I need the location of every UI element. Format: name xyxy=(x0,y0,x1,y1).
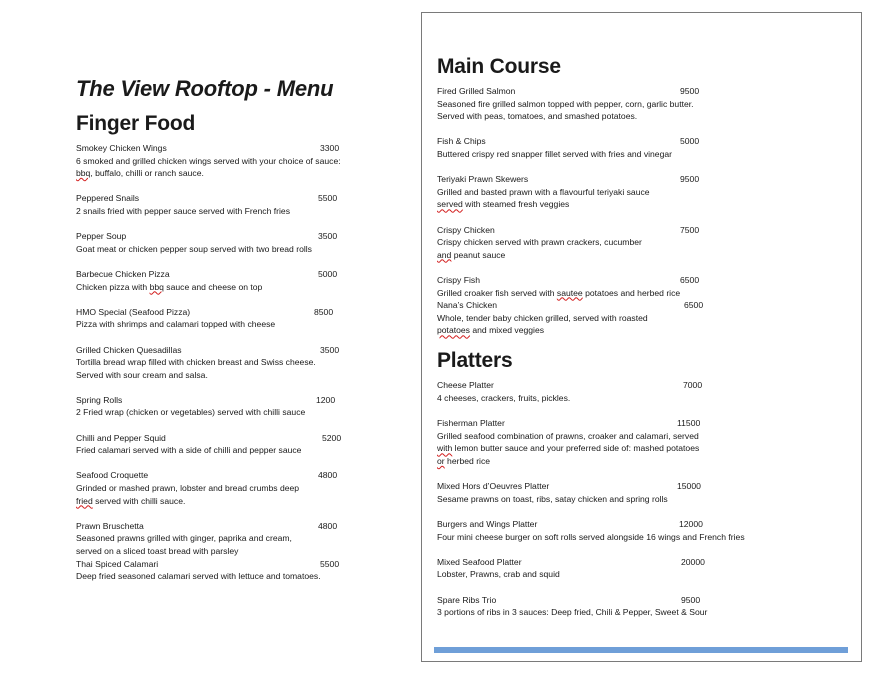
menu-item-price: 5000 xyxy=(318,268,338,279)
menu-item-name: Spring Rolls xyxy=(76,394,123,405)
menu-item-header xyxy=(76,268,376,281)
menu-item-name: Fired Grilled Salmon xyxy=(437,86,516,96)
menu-item-header xyxy=(437,518,847,531)
menu-item-name: Mixed Seafood Platter xyxy=(437,556,522,567)
menu-item-description: Pizza with shrimps and calamari topped with cheese xyxy=(76,319,276,330)
menu-item xyxy=(437,518,847,543)
menu-item-price: 9500 xyxy=(680,86,700,96)
menu-item-description: Buttered crispy red snapper fillet served with fries and vinegar xyxy=(437,148,673,159)
menu-item-price: 5200 xyxy=(322,432,342,443)
menu-item-description: Deep fried seasoned calamari served with lettuce and tomatoes. xyxy=(76,571,321,582)
menu-item xyxy=(437,299,847,337)
menu-item-description: Served with peas, tomatoes, and smashed potatoes. xyxy=(437,111,638,122)
menu-item-description: served with steamed fresh veggies xyxy=(437,199,570,210)
menu-item-name: Fish & Chips xyxy=(437,136,486,147)
menu-item-header xyxy=(76,344,376,357)
menu-item-name: Peppered Snails xyxy=(76,193,140,204)
menu-item-header xyxy=(76,432,376,445)
menu-item xyxy=(76,344,376,382)
menu-item-name: Teriyaki Prawn Skewers xyxy=(437,174,529,185)
menu-item-description: 3 portions of ribs in 3 sauces: Deep fried, Chili & Pepper, Sweet & Sour xyxy=(437,607,708,618)
finger-food-list xyxy=(76,142,376,583)
menu-item xyxy=(437,173,847,211)
menu-item-header xyxy=(76,394,376,407)
menu-item-price: 20000 xyxy=(681,556,705,567)
menu-item-price: 4800 xyxy=(318,470,338,481)
menu-item xyxy=(76,306,376,331)
menu-item-description: or herbed rice xyxy=(437,456,491,467)
menu-item-name: Burgers and Wings Platter xyxy=(437,519,538,529)
menu-title: The View Rooftop - Menu xyxy=(76,76,334,101)
menu-item-description: fried served with chilli sauce. xyxy=(76,495,186,506)
menu-item-price: 11500 xyxy=(677,418,701,429)
menu-item xyxy=(437,480,847,505)
menu-item-name: Barbecue Chicken Pizza xyxy=(76,268,170,279)
menu-item-price: 4800 xyxy=(318,520,338,531)
menu-item-name: Fisherman Platter xyxy=(437,418,505,429)
menu-item-description: and peanut sauce xyxy=(437,249,506,260)
menu-item-header xyxy=(76,192,376,205)
left-menu-column xyxy=(76,76,376,595)
menu-item-description: Grilled and basted prawn with a flavourful teriyaki sauce xyxy=(437,186,650,197)
menu-item-price: 5500 xyxy=(320,558,340,569)
menu-item-header xyxy=(437,594,847,607)
menu-item-description: Tortilla bread wrap filled with chicken breast and Swiss cheese. xyxy=(76,357,316,368)
menu-item-price: 1200 xyxy=(316,394,336,405)
menu-item-name: Mixed Hors d’Oeuvres Platter xyxy=(437,481,550,492)
menu-item xyxy=(76,520,376,558)
menu-item-name: Prawn Bruschetta xyxy=(76,520,144,531)
menu-item-header xyxy=(437,173,847,186)
menu-item-name: Crispy Chicken xyxy=(437,224,495,235)
menu-item-price: 9500 xyxy=(681,594,701,605)
menu-item-description: potatoes and mixed veggies xyxy=(437,325,545,336)
menu-item-price: 3500 xyxy=(318,231,338,242)
menu-item-name: HMO Special (Seafood Pizza) xyxy=(76,306,191,317)
menu-item-description: Served with sour cream and salsa. xyxy=(76,369,208,380)
menu-item-header xyxy=(437,556,847,569)
menu-item xyxy=(76,394,376,419)
menu-item-name: Smokey Chicken Wings xyxy=(76,143,167,153)
menu-item-description: 6 smoked and grilled chicken wings served with your choice of sauce: xyxy=(76,155,341,166)
menu-item-price: 6500 xyxy=(684,300,704,311)
menu-item xyxy=(437,135,847,160)
menu-item-price: 6500 xyxy=(680,274,700,285)
menu-item-header xyxy=(437,224,847,237)
menu-item-name: Grilled Chicken Quesadillas xyxy=(76,344,182,355)
finger-food-heading: Finger Food xyxy=(76,112,196,135)
menu-item-description: Grinded or mashed prawn, lobster and bread crumbs deep xyxy=(76,483,300,494)
menu-item-header xyxy=(76,230,376,243)
menu-item-price: 12000 xyxy=(679,519,703,529)
menu-item xyxy=(437,379,847,404)
menu-item-header xyxy=(76,306,376,319)
menu-item-description: Grilled seafood combination of prawns, croaker and calamari, served xyxy=(437,430,699,441)
menu-item-header xyxy=(76,520,376,533)
menu-item-price: 8500 xyxy=(314,306,334,317)
menu-item-description: Chicken pizza with bbq sauce and cheese on top xyxy=(76,281,263,292)
menu-item-description: 4 cheeses, crackers, fruits, pickles. xyxy=(437,393,571,404)
platters-list xyxy=(437,379,847,618)
menu-item-description: Goat meat or chicken pepper soup served with two bread rolls xyxy=(76,243,312,254)
menu-item-description: Crispy chicken served with prawn crackers, cucumber xyxy=(437,237,642,248)
menu-item-header xyxy=(437,417,847,430)
menu-item xyxy=(76,432,376,457)
menu-item-header xyxy=(437,135,847,148)
menu-item-header xyxy=(76,142,376,155)
menu-item-description: with lemon butter sauce and your preferred side of: mashed potatoes xyxy=(437,443,700,454)
main-course-list xyxy=(437,85,847,337)
menu-item-name: Nana’s Chicken xyxy=(437,300,498,311)
menu-item xyxy=(76,142,376,180)
menu-item-name: Spare Ribs Trio xyxy=(437,594,497,605)
menu-item xyxy=(437,556,847,581)
menu-item xyxy=(76,192,376,217)
menu-item-name: Thai Spiced Calamari xyxy=(76,558,159,569)
menu-item-description: bbq, buffalo, chilli or ranch sauce. xyxy=(76,168,204,179)
platters-heading: Platters xyxy=(437,349,513,373)
menu-item-name: Cheese Platter xyxy=(437,380,494,391)
right-menu-column xyxy=(437,55,847,631)
menu-item xyxy=(437,224,847,262)
menu-item-header xyxy=(437,379,847,392)
menu-item-description: Seasoned fire grilled salmon topped with pepper, corn, garlic butter. xyxy=(437,98,694,109)
menu-item-description: Fried calamari served with a side of chilli and pepper sauce xyxy=(76,445,302,456)
menu-item-description: served on a sliced toast bread with parsley xyxy=(76,546,239,556)
menu-item-header xyxy=(437,85,847,98)
menu-item-description: 2 Fried wrap (chicken or vegetables) served with chilli sauce xyxy=(76,407,306,418)
document-page xyxy=(421,12,862,662)
menu-item-price: 9500 xyxy=(680,174,700,185)
menu-item-description: Sesame prawns on toast, ribs, satay chicken and spring rolls xyxy=(437,493,668,504)
menu-item-price: 3500 xyxy=(320,344,340,355)
menu-item-description: 2 snails fried with pepper sauce served with French fries xyxy=(76,205,290,216)
main-course-heading: Main Course xyxy=(437,55,561,78)
menu-item-description: Grilled croaker fish served with sautee potatoes and herbed rice xyxy=(437,287,681,298)
menu-item xyxy=(76,230,376,255)
menu-item-header xyxy=(76,558,376,571)
menu-item-price: 5500 xyxy=(318,193,338,204)
menu-item-header xyxy=(76,469,376,482)
menu-item-description: Whole, tender baby chicken grilled, served with roasted xyxy=(437,312,648,323)
menu-item-header xyxy=(437,274,847,287)
menu-item-price: 5000 xyxy=(680,136,700,147)
menu-item xyxy=(76,558,376,583)
menu-item-price: 3300 xyxy=(320,143,340,153)
menu-item xyxy=(437,85,847,123)
menu-item-name: Crispy Fish xyxy=(437,274,480,285)
accent-bar xyxy=(434,647,848,653)
menu-item-description: Seasoned prawns grilled with ginger, paprika and cream, xyxy=(76,533,292,544)
menu-item-header xyxy=(437,480,847,493)
menu-item xyxy=(437,417,847,467)
menu-item xyxy=(76,469,376,507)
menu-item-price: 7000 xyxy=(683,380,703,391)
menu-item xyxy=(76,268,376,293)
menu-item-description: Lobster, Prawns, crab and squid xyxy=(437,569,560,580)
menu-item-price: 7500 xyxy=(680,224,700,235)
menu-item-price: 15000 xyxy=(677,481,701,492)
menu-item xyxy=(437,594,847,619)
menu-item-name: Chilli and Pepper Squid xyxy=(76,432,166,443)
menu-item-header xyxy=(437,299,847,312)
menu-item xyxy=(437,274,847,299)
menu-item-name: Pepper Soup xyxy=(76,231,127,242)
menu-item-name: Seafood Croquette xyxy=(76,470,149,481)
menu-item-description: Four mini cheese burger on soft rolls served alongside 16 wings and French fries xyxy=(437,531,745,542)
